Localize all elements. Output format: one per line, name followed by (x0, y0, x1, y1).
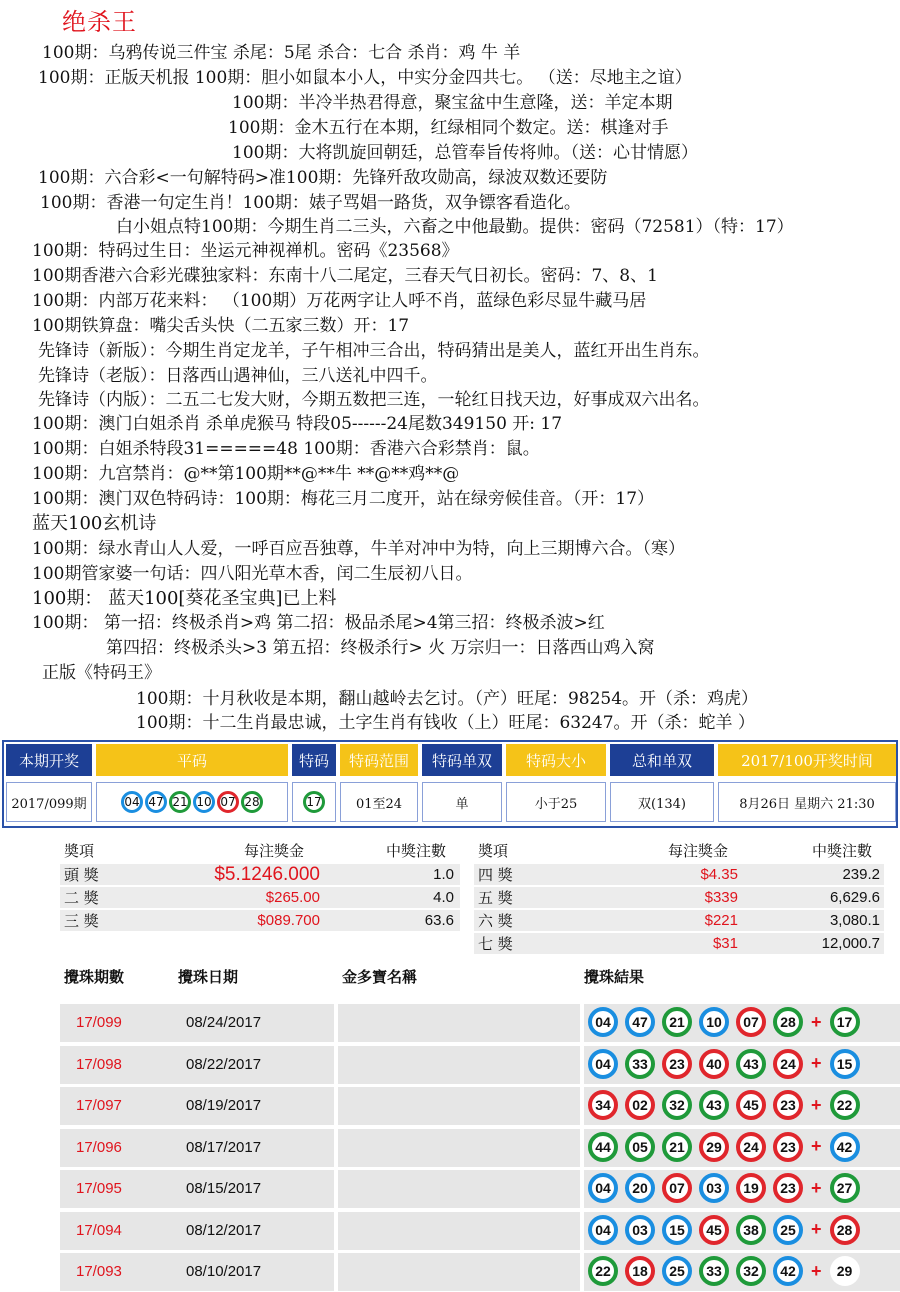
header-special-big-small: 特码大小 (506, 744, 606, 776)
history-row (60, 1087, 900, 1125)
prize-money: $339 (704, 889, 738, 906)
prize-name: 六 獎 (478, 912, 513, 930)
number-ball: 05 (625, 1132, 655, 1162)
prize-header-item: 奬項 (478, 842, 509, 860)
plus-sign: + (811, 1011, 822, 1032)
prize-count: 6,629.6 (829, 889, 880, 906)
history-period: 17/093 (76, 1263, 122, 1280)
plus-sign: + (811, 1136, 822, 1156)
number-ball: 25 (662, 1256, 692, 1286)
special-ball: 27 (830, 1173, 860, 1203)
number-ball: 28 (241, 791, 263, 813)
history-period: 17/095 (76, 1180, 122, 1197)
header-sum-odd-even: 总和单双 (610, 744, 714, 776)
number-ball: 24 (773, 1049, 803, 1079)
number-ball: 47 (625, 1007, 655, 1037)
text-line: 白小姐点特100期：今期生肖二三头，六畜之中他最勤。提供：密码（72581）（特：17） (116, 217, 794, 237)
number-ball: 04 (588, 1173, 618, 1203)
page-title: 绝杀王 (62, 8, 137, 36)
prize-count: 3,080.1 (829, 912, 880, 929)
prize-name: 三 獎 (64, 912, 99, 930)
prize-header-count: 中獎注數 (812, 842, 873, 860)
number-ball: 43 (699, 1090, 729, 1120)
special-ball: 17 (830, 1007, 860, 1037)
prize-header-item: 奬項 (64, 842, 95, 860)
number-ball: 23 (773, 1132, 803, 1162)
special-big-small: 小于25 (506, 782, 606, 822)
prize-money: $265.00 (265, 889, 320, 906)
number-ball: 32 (662, 1090, 692, 1120)
history-period: 17/099 (76, 1014, 122, 1031)
plus-sign: + (811, 1219, 822, 1239)
text-line: 100期：内部万花来料： （100期）万花两字让人呼不肖，蓝绿色彩尽显牛藏马居 (32, 291, 647, 311)
number-ball: 40 (699, 1049, 729, 1079)
history-balls (588, 1049, 867, 1079)
number-ball: 42 (773, 1256, 803, 1286)
number-ball: 21 (662, 1132, 692, 1162)
special-ball: 29 (830, 1256, 860, 1286)
text-line: 100期：十月秋收是本期，翻山越岭去乞讨。（产）旺尾：98254。开（杀：鸡虎） (136, 689, 759, 709)
number-ball: 23 (773, 1090, 803, 1120)
prize-count: 4.0 (433, 889, 454, 906)
text-line: 先锋诗（老版）：日落西山遇神仙，三八送礼中四千。 (38, 366, 438, 386)
prize-count: 63.6 (424, 912, 454, 929)
prize-count: 239.2 (842, 866, 880, 883)
text-line: 100期： 第一招：终极杀肖>鸡 第二招：极品杀尾>4第三招：终极杀波>红 (32, 613, 605, 633)
history-date: 08/15/2017 (186, 1180, 262, 1197)
history-balls (588, 1256, 867, 1286)
header-special-number: 特码 (292, 744, 336, 776)
row-cell-bg (338, 1004, 580, 1042)
history-row (60, 1046, 900, 1084)
plus-sign: + (811, 1260, 822, 1281)
number-ball: 07 (736, 1007, 766, 1037)
sum-odd-even: 双(134) (610, 782, 714, 822)
number-ball: 10 (699, 1007, 729, 1037)
row-cell-bg (338, 1129, 580, 1167)
text-line: 先锋诗（内版）：二五二七发大财，今期五数把三连，一轮红日找天边，好事成双六出名。 (38, 390, 710, 410)
history-row (60, 1004, 900, 1042)
text-line: 100期铁算盘：嘴尖舌头快（二五家三数）开：17 (32, 316, 410, 336)
prize-money: $221 (704, 912, 738, 929)
number-ball: 33 (699, 1256, 729, 1286)
prize-name: 頭 獎 (64, 866, 99, 884)
text-line: 100期：九宫禁肖：@**第100期**@**牛 **@**鸡**@ (32, 464, 460, 484)
draw-period: 2017/099期 (6, 782, 92, 822)
history-date: 08/19/2017 (186, 1097, 262, 1114)
prize-header-money: 每注獎金 (244, 842, 305, 860)
history-balls (588, 1090, 867, 1120)
number-ball: 24 (736, 1132, 766, 1162)
text-line: 100期：半冷半热君得意，聚宝盆中生意隆，送：羊定本期 (232, 93, 673, 113)
number-ball: 44 (588, 1132, 618, 1162)
history-period: 17/096 (76, 1138, 122, 1156)
prize-money: $4.35 (700, 866, 738, 883)
special-ball: 15 (830, 1049, 860, 1079)
history-balls (588, 1173, 867, 1203)
number-ball: 32 (736, 1256, 766, 1286)
special-ball: 28 (830, 1215, 860, 1245)
row-cell-bg (338, 1212, 580, 1250)
prize-header-count: 中獎注數 (386, 842, 447, 860)
number-ball: 25 (773, 1215, 803, 1245)
prize-name: 五 獎 (478, 889, 513, 907)
text-line: 100期：乌鸦传说三件宝 杀尾：5尾 杀合：七合 杀肖：鸡 牛 羊 (42, 43, 521, 63)
normal-balls (96, 782, 288, 822)
text-line: 100期：六合彩<一句解特码>准100期：先锋歼敌攻勋高，绿波双数还要防 (38, 168, 608, 188)
number-ball: 04 (121, 791, 143, 813)
history-date: 08/17/2017 (186, 1138, 262, 1156)
history-date: 08/10/2017 (186, 1263, 262, 1280)
special-ball-cell (292, 782, 336, 822)
next-draw-time: 8月26日 星期六 21:30 (718, 782, 896, 822)
prize-name: 四 獎 (478, 866, 513, 884)
text-line: 100期： 蓝天100[葵花圣宝典]已上料 (32, 588, 337, 609)
plus-sign: + (811, 1094, 822, 1115)
prize-header-money: 每注獎金 (668, 842, 729, 860)
text-line: 100期管家婆一句话：四八阳光草木香，闰二生辰初八日。 (32, 564, 473, 584)
special-range: 01至24 (340, 782, 418, 822)
text-line: 第四招：终极杀头>3 第五招：终极杀行> 火 万宗归一：日落西山鸡入窝 (106, 638, 655, 658)
header-special-odd-even: 特码单双 (422, 744, 502, 776)
header-normal-numbers: 平码 (96, 744, 288, 776)
number-ball: 03 (699, 1173, 729, 1203)
number-ball: 03 (625, 1215, 655, 1245)
history-header-date: 攪珠日期 (178, 968, 239, 986)
text-line: 100期：特码过生日：坐运元神视禅机。密码《23568》 (32, 241, 459, 261)
plus-sign: + (811, 1053, 822, 1073)
header-next-draw-time: 2017/100开奖时间 (718, 744, 896, 776)
history-header-period: 攪珠期數 (64, 968, 125, 986)
prize-count: 12,000.7 (821, 935, 880, 952)
number-ball: 10 (193, 791, 215, 813)
number-ball: 04 (588, 1215, 618, 1245)
row-cell-bg (338, 1253, 580, 1291)
number-ball: 19 (736, 1173, 766, 1203)
text-line: 100期：香港一句定生肖！100期：婊子骂娼一路货，双争镖客看造化。 (40, 193, 581, 213)
text-line: 100期：白姐杀特段31=====48 100期：香港六合彩禁肖：鼠。 (32, 439, 540, 459)
history-header-name: 金多寶名稱 (342, 968, 418, 986)
row-cell-bg (338, 1170, 580, 1208)
history-row (60, 1253, 900, 1291)
history-period: 17/097 (76, 1097, 122, 1114)
number-ball: 02 (625, 1090, 655, 1120)
number-ball: 18 (625, 1256, 655, 1286)
number-ball: 33 (625, 1049, 655, 1079)
text-line: 100期：澳门双色特码诗：100期：梅花三月二度开，站在绿旁候佳音。（开：17） (32, 489, 655, 509)
number-ball: 34 (588, 1090, 618, 1120)
number-ball: 45 (736, 1090, 766, 1120)
history-date: 08/24/2017 (186, 1014, 262, 1031)
text-line: 100期香港六合彩光碟独家料：东南十八二尾定，三春天气日初长。密码：7、8、1 (32, 266, 658, 286)
text-line: 先锋诗（新版）：今期生肖定龙羊，子午相冲三合出，特码猜出是美人，蓝红开出生肖东。 (38, 341, 710, 361)
number-ball: 21 (169, 791, 191, 813)
prize-count: 1.0 (433, 866, 454, 883)
section-heading: 蓝天100玄机诗 (32, 513, 157, 534)
history-header-result: 攪珠結果 (584, 968, 645, 986)
number-ball: 04 (588, 1049, 618, 1079)
prize-money: $31 (712, 935, 738, 952)
history-row (60, 1129, 900, 1167)
text-line: 正版《特码王》 (42, 663, 161, 683)
history-balls (588, 1007, 867, 1037)
number-ball: 21 (662, 1007, 692, 1037)
number-ball: 20 (625, 1173, 655, 1203)
history-period: 17/098 (76, 1055, 122, 1073)
number-ball: 04 (588, 1007, 618, 1037)
history-row (60, 1212, 900, 1250)
history-date: 08/12/2017 (186, 1221, 262, 1239)
text-line: 100期：大将凯旋回朝廷，总管奉旨传将帅。（送：心甘情愿） (232, 143, 698, 163)
number-ball: 38 (736, 1215, 766, 1245)
text-line: 100期：金木五行在本期，红绿相同个数定。送：棋逢对手 (228, 118, 669, 138)
special-odd-even: 单 (422, 782, 502, 822)
number-ball: 15 (662, 1215, 692, 1245)
history-period: 17/094 (76, 1221, 122, 1239)
text-line: 100期：十二生肖最忠诚，土字生肖有钱收（上）旺尾：63247。开（杀：蛇羊 ） (136, 713, 755, 733)
text-line: 100期：正版天机报 100期：胆小如鼠本小人，中实分金四共七。 （送：尽地主之谊） (38, 68, 692, 88)
row-cell-bg (338, 1046, 580, 1084)
result-table (2, 740, 898, 828)
history-date: 08/22/2017 (186, 1055, 262, 1073)
header-current-draw: 本期开奖 (6, 744, 92, 776)
row-cell-bg (338, 1087, 580, 1125)
text-line: 100期：澳门白姐杀肖 杀单虎猴马 特段05------24尾数349150 开: 17 (32, 414, 563, 434)
number-ball: 45 (699, 1215, 729, 1245)
number-ball: 22 (588, 1256, 618, 1286)
history-row (60, 1170, 900, 1208)
number-ball: 07 (662, 1173, 692, 1203)
text-line: 100期：绿水青山人人爱，一呼百应吾独尊，牛羊对冲中为特，向上三期博六合。（寒） (32, 539, 685, 559)
number-ball: 23 (773, 1173, 803, 1203)
number-ball: 28 (773, 1007, 803, 1037)
header-special-range: 特码范围 (340, 744, 418, 776)
number-ball: 29 (699, 1132, 729, 1162)
history-balls (588, 1132, 867, 1162)
special-ball: 22 (830, 1090, 860, 1120)
number-ball: 23 (662, 1049, 692, 1079)
number-ball: 07 (217, 791, 239, 813)
prize-name: 七 獎 (478, 935, 513, 953)
number-ball: 47 (145, 791, 167, 813)
special-ball: 42 (830, 1132, 860, 1162)
prize-money: $089.700 (257, 912, 320, 929)
history-balls (588, 1215, 867, 1245)
prize-money: $5.1246.000 (214, 864, 320, 885)
prize-name: 二 獎 (64, 889, 99, 907)
plus-sign: + (811, 1177, 822, 1198)
number-ball: 43 (736, 1049, 766, 1079)
special-ball: 17 (303, 791, 325, 813)
